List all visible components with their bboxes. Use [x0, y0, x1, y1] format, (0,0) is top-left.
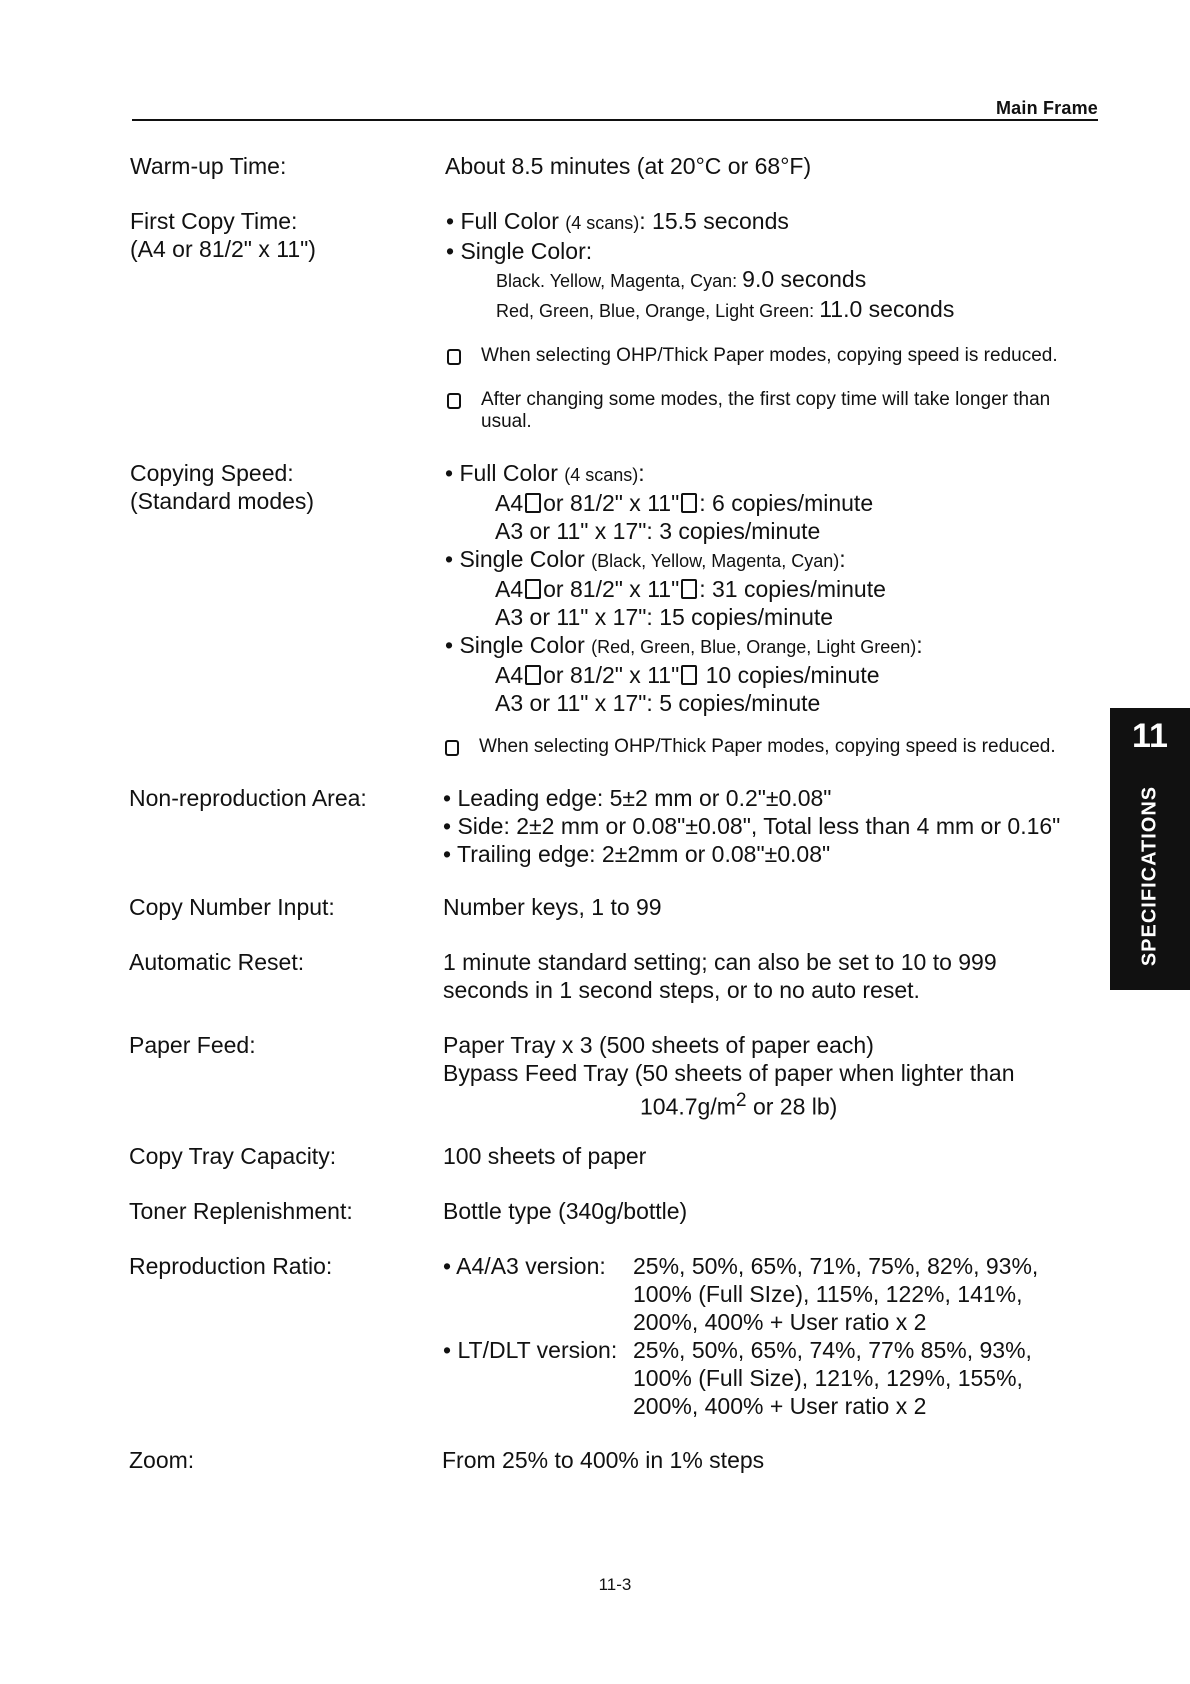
auto-reset-line1: 1 minute standard setting; can also be set to 10 to 999 — [443, 949, 997, 975]
paper-weight-alt: or 28 lb) — [746, 1093, 838, 1120]
warmup-label: Warm-up Time: — [130, 153, 287, 179]
cs-fc-a4-pre: A4 — [495, 490, 524, 516]
ratio-a4-line2: 100% (Full SIze), 115%, 122%, 141%, — [633, 1281, 1023, 1307]
cs-fc-colon: : — [638, 460, 645, 486]
cs-fc-a4-post: : 6 copies/minute — [699, 490, 874, 516]
note-text: When selecting OHP/Thick Paper modes, copying speed is reduced. — [481, 345, 1058, 366]
zoom-value: From 25% to 400% in 1% steps — [442, 1447, 765, 1473]
non-repro-line3: • Trailing edge: 2±2mm or 0.08"±0.08" — [443, 841, 831, 867]
chapter-title: SPECIFICATIONS — [1138, 785, 1161, 967]
ratio-lt-line3: 200%, 400% + User ratio x 2 — [633, 1393, 927, 1419]
first-copy-note-2 — [443, 389, 1103, 433]
cs-sc2-colors: (Red, Green, Blue, Orange, Light Green) — [591, 637, 917, 657]
paper-feed-line1: Paper Tray x 3 (500 sheets of paper each) — [443, 1032, 874, 1058]
full-color-time: : 15.5 seconds — [639, 208, 789, 234]
portrait-paper-icon — [525, 579, 541, 599]
copying-speed-value — [445, 459, 1105, 717]
cs-sc2-a3: A3 or 11" x 17": 5 copies/minute — [495, 690, 821, 716]
ratio-lt-line2: 100% (Full Size), 121%, 129%, 155%, — [633, 1365, 1023, 1391]
chapter-side-tab — [1110, 708, 1190, 990]
copy-number-label: Copy Number Input: — [129, 894, 335, 920]
non-repro-label: Non-reproduction Area: — [129, 785, 367, 811]
ratio-a4-row — [443, 1252, 1103, 1336]
ratio-label: Reproduction Ratio: — [129, 1253, 333, 1279]
full-color-prefix: • Full Color — [446, 208, 559, 234]
chapter-number: 11 — [1132, 717, 1168, 755]
non-repro-line1: • Leading edge: 5±2 mm or 0.2"±0.08" — [443, 785, 832, 811]
first-copy-line2 — [446, 295, 1106, 325]
cs-sc2-colon: : — [916, 632, 923, 658]
portrait-paper-icon — [525, 665, 541, 685]
cs-sc2-a4-post: 10 copies/minute — [699, 662, 880, 688]
copy-tray-value: 100 sheets of paper — [443, 1143, 647, 1169]
cs-fc-scans: (4 scans) — [564, 465, 639, 485]
cs-fc-a3: A3 or 11" x 17": 3 copies/minute — [495, 518, 821, 544]
paper-feed-label: Paper Feed: — [129, 1032, 256, 1058]
cs-sc1-a4-post: : 31 copies/minute — [699, 576, 886, 602]
ratio-a4-line3: 200%, 400% + User ratio x 2 — [633, 1309, 927, 1335]
cs-fc-prefix: • Full Color — [445, 460, 558, 486]
portrait-paper-icon — [681, 579, 697, 599]
page-number: 11-3 — [598, 1575, 632, 1594]
portrait-paper-icon — [525, 493, 541, 513]
ratio-a4-values — [633, 1252, 1103, 1336]
non-repro-line2: • Side: 2±2 mm or 0.08"±0.08", Total less than 4 mm or 0.16" — [443, 813, 1061, 839]
ratio-lt-row — [443, 1336, 1103, 1420]
cs-fc-a4-mid: or 81/2" x 11" — [543, 490, 680, 516]
line2-time: 11.0 seconds — [819, 296, 955, 322]
cs-single-color-1 — [445, 545, 1105, 575]
page-header-title: Main Frame — [995, 98, 1098, 118]
cs-sc1-a3: A3 or 11" x 17": 15 copies/minute — [495, 604, 834, 630]
portrait-paper-icon — [681, 493, 697, 513]
full-color-scans: (4 scans) — [565, 213, 640, 233]
first-copy-label-line2: (A4 or 81/2" x 11") — [130, 236, 316, 262]
first-copy-single-color: • Single Color: — [446, 238, 593, 264]
ratio-a4-line1: 25%, 50%, 65%, 71%, 75%, 82%, 93%, — [633, 1253, 1039, 1279]
checkbox-icon — [447, 393, 461, 409]
first-copy-full-color — [446, 207, 1106, 237]
paper-weight-value: 104.7g/m — [640, 1093, 736, 1120]
ratio-a4-key: • A4/A3 version: — [443, 1253, 606, 1279]
line2-prefix: Red, Green, Blue, Orange, Light Green: — [496, 301, 815, 321]
paper-feed-line3 — [443, 1087, 1103, 1121]
ratio-lt-values — [633, 1336, 1103, 1420]
cs-sc2-a4-pre: A4 — [495, 662, 524, 688]
checkbox-icon — [445, 740, 459, 756]
ratio-lt-line1: 25%, 50%, 65%, 74%, 77% 85%, 93%, — [633, 1337, 1032, 1363]
cs-sc2-a4 — [445, 661, 1105, 689]
first-copy-note-1 — [443, 345, 1103, 367]
copying-speed-label — [130, 459, 430, 515]
first-copy-label-line1: First Copy Time: — [130, 208, 298, 234]
warmup-value: About 8.5 minutes (at 20°C or 68°F) — [445, 153, 812, 179]
copy-tray-label: Copy Tray Capacity: — [129, 1143, 337, 1169]
cs-sc1-colon: : — [839, 546, 846, 572]
paper-feed-value — [443, 1031, 1103, 1121]
cs-single-color-2 — [445, 631, 1105, 661]
cs-sc1-a4 — [445, 575, 1105, 603]
copying-speed-note — [441, 736, 1101, 758]
note-text: After changing some modes, the first copy time will take longer than usual. — [481, 389, 1051, 432]
line1-prefix: Black. Yellow, Magenta, Cyan: — [496, 271, 738, 291]
line1-time: 9.0 seconds — [742, 266, 867, 292]
zoom-label: Zoom: — [129, 1447, 195, 1473]
cs-full-color — [445, 459, 1105, 489]
cs-sc1-a4-pre: A4 — [495, 576, 524, 602]
auto-reset-value — [443, 948, 1103, 1004]
first-copy-label — [130, 207, 430, 263]
auto-reset-line2: seconds in 1 second steps, or to no auto reset. — [443, 977, 920, 1003]
cs-sc1-colors: (Black, Yellow, Magenta, Cyan) — [591, 551, 840, 571]
toner-label: Toner Replenishment: — [129, 1198, 353, 1224]
copying-speed-label-line2: (Standard modes) — [130, 488, 315, 514]
portrait-paper-icon — [681, 665, 697, 685]
cs-sc2-a4-mid: or 81/2" x 11" — [543, 662, 680, 688]
cs-sc1-a4-mid: or 81/2" x 11" — [543, 576, 680, 602]
ratio-value — [443, 1252, 1103, 1420]
toner-value: Bottle type (340g/bottle) — [443, 1198, 688, 1224]
auto-reset-label: Automatic Reset: — [129, 949, 305, 975]
ratio-lt-key: • LT/DLT version: — [443, 1337, 618, 1363]
checkbox-icon — [447, 349, 461, 365]
cs-sc2-prefix: • Single Color — [445, 632, 585, 658]
cs-sc1-prefix: • Single Color — [445, 546, 585, 572]
copy-number-value: Number keys, 1 to 99 — [443, 894, 662, 920]
cs-fc-a4 — [445, 489, 1105, 517]
copying-speed-label-line1: Copying Speed: — [130, 460, 294, 486]
header-rule — [132, 119, 1098, 121]
first-copy-line1 — [446, 265, 1106, 295]
paper-feed-line2: Bypass Feed Tray (50 sheets of paper when lighter than — [443, 1060, 1015, 1086]
note-text: When selecting OHP/Thick Paper modes, copying speed is reduced. — [479, 736, 1056, 757]
paper-weight-sup: 2 — [735, 1090, 747, 1111]
first-copy-value — [446, 207, 1106, 325]
non-repro-value — [443, 784, 1103, 868]
